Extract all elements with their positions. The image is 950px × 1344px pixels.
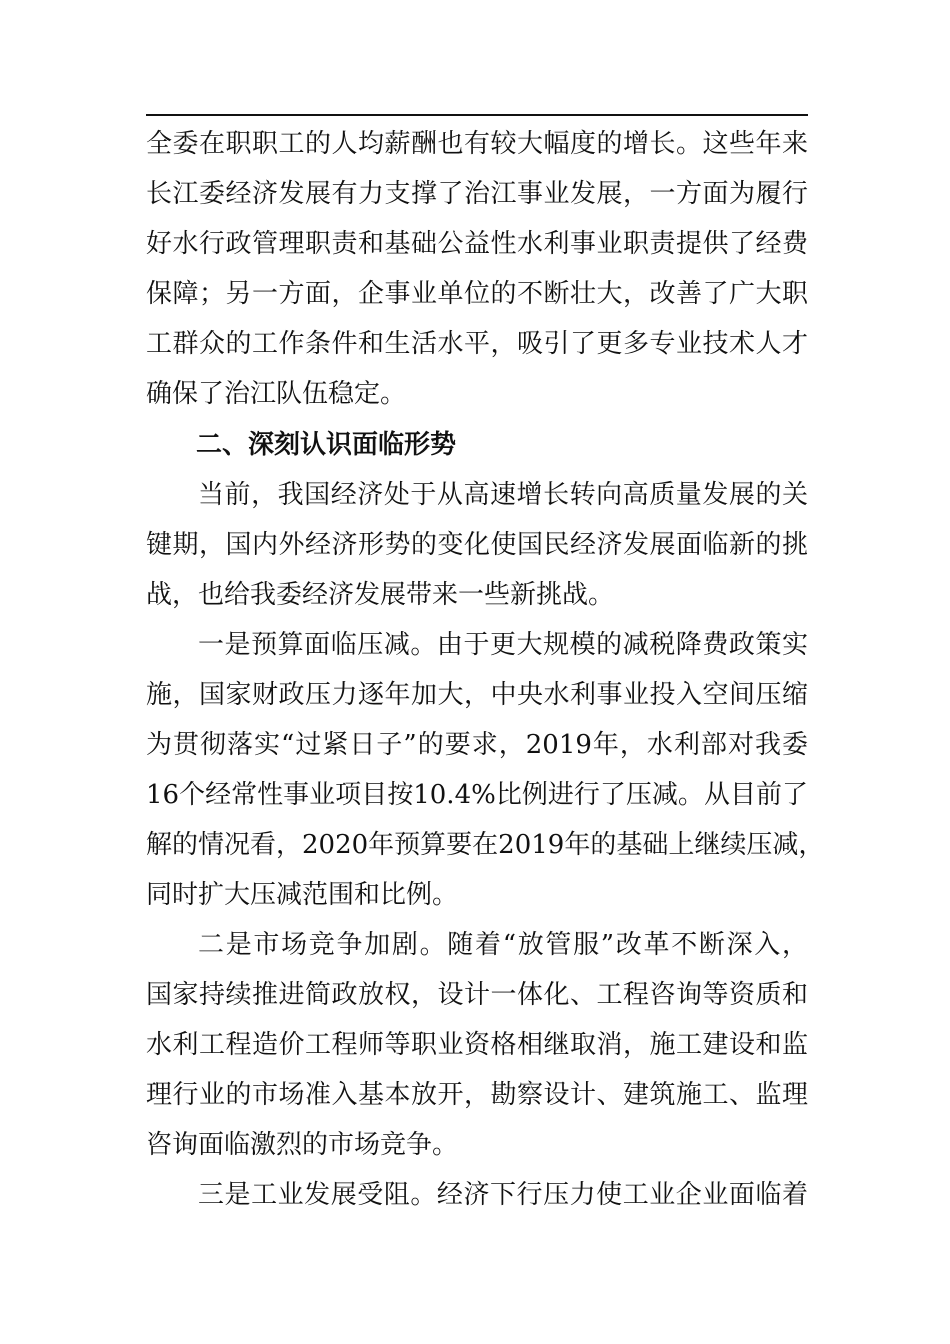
section-heading: 二、深刻认识面临形势 — [196, 430, 457, 460]
header-rule — [146, 114, 808, 116]
paragraph-line: 二是市场竞争加剧。随着“放管服”改革不断深入， — [198, 930, 808, 960]
paragraph-line: 工群众的工作条件和生活水平，吸引了更多专业技术人才 — [146, 329, 808, 359]
paragraph-line: 键期，国内外经济形势的变化使国民经济发展面临新的挑 — [146, 530, 808, 560]
paragraph-line: 水利工程造价工程师等职业资格相继取消，施工建设和监 — [146, 1030, 808, 1060]
paragraph-line: 全委在职职工的人均薪酬也有较大幅度的增长。这些年来 — [146, 129, 808, 159]
paragraph-line: 施，国家财政压力逐年加大，中央水利事业投入空间压缩 — [146, 680, 808, 710]
paragraph-line: 三是工业发展受阻。经济下行压力使工业企业面临着 — [198, 1180, 808, 1210]
paragraph-line: 好水行政管理职责和基础公益性水利事业职责提供了经费 — [146, 229, 808, 259]
paragraph-line: 战，也给我委经济发展带来一些新挑战。 — [146, 580, 615, 610]
paragraph-line: 为贯彻落实“过紧日子”的要求，2019年，水利部对我委 — [146, 730, 808, 760]
paragraph-line: 理行业的市场准入基本放开，勘察设计、建筑施工、监理 — [146, 1080, 808, 1110]
paragraph-line: 同时扩大压减范围和比例。 — [146, 880, 459, 910]
paragraph-line: 16个经常性事业项目按10.4%比例进行了压减。从目前了 — [146, 780, 808, 810]
paragraph-line: 一是预算面临压减。由于更大规模的减税降费政策实 — [198, 630, 808, 660]
paragraph-line: 解的情况看，2020年预算要在2019年的基础上继续压减， — [146, 830, 825, 860]
paragraph-line: 长江委经济发展有力支撑了治江事业发展，一方面为履行 — [146, 179, 808, 209]
paragraph-line: 确保了治江队伍稳定。 — [146, 379, 407, 409]
paragraph-line: 国家持续推进简政放权，设计一体化、工程咨询等资质和 — [146, 980, 808, 1010]
paragraph-line: 当前，我国经济处于从高速增长转向高质量发展的关 — [198, 480, 808, 510]
paragraph-line: 保障；另一方面，企事业单位的不断壮大，改善了广大职 — [146, 279, 808, 309]
paragraph-line: 咨询面临激烈的市场竞争。 — [146, 1130, 459, 1160]
